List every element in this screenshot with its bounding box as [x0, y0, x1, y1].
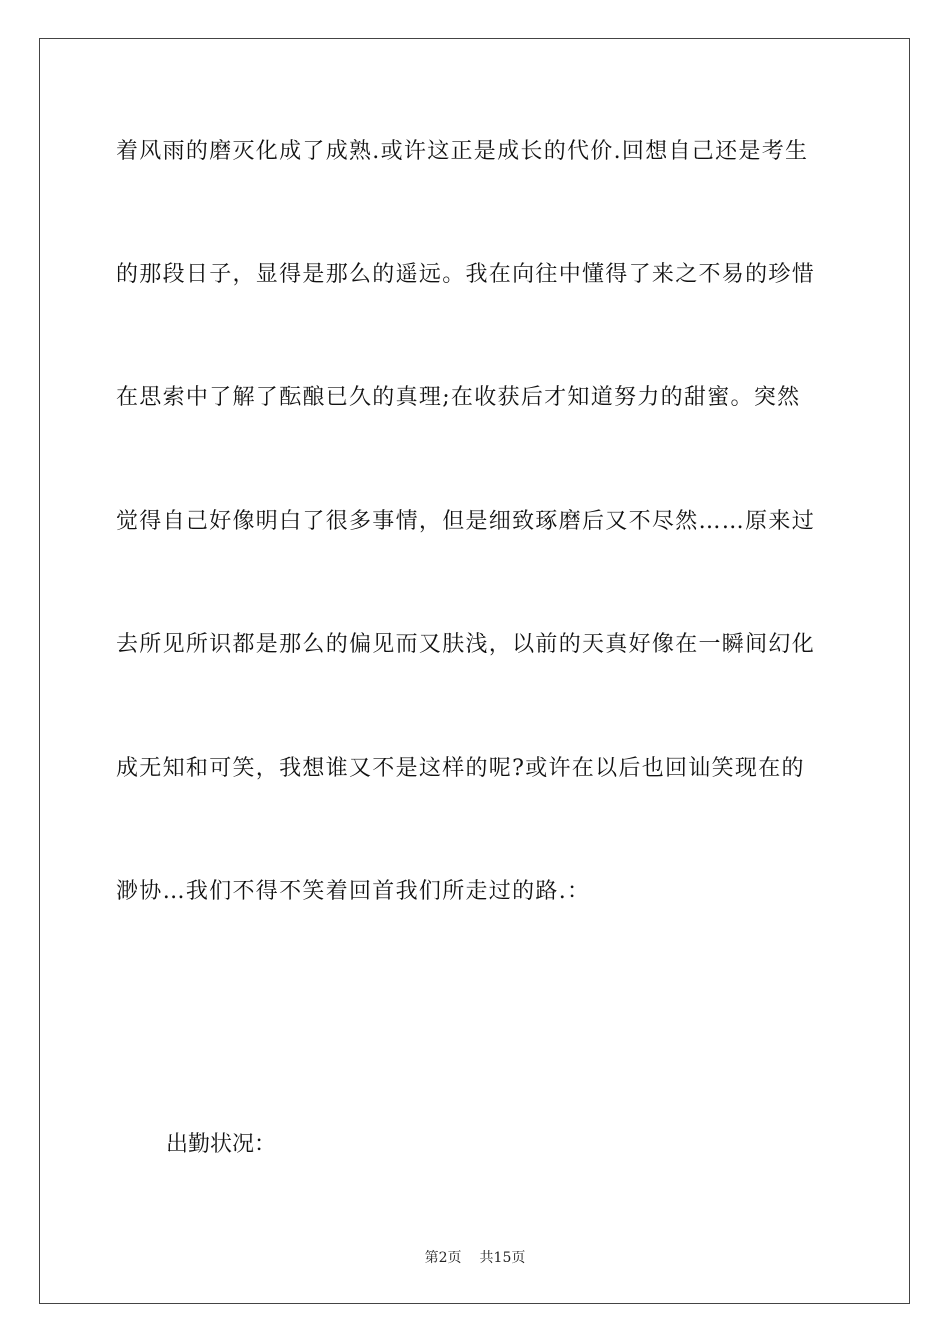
- page-number: 第2页: [424, 1250, 462, 1266]
- page-footer: [0, 1249, 950, 1267]
- paragraph-line: 着风雨的磨灭化成了成熟.或许这正是成长的代价.回想自己还是考生: [116, 139, 809, 164]
- paragraph-line: 的那段日子，显得是那么的遥远。我在向往中懂得了来之不易的珍惜: [116, 262, 816, 287]
- section-heading-attendance: 出勤状况：: [166, 1132, 277, 1157]
- paragraph-line: 去所见所识都是那么的偏见而又肤浅，以前的天真好像在一瞬间幻化: [116, 632, 816, 657]
- paragraph-line: 在思索中了解了酝酿已久的真理;在收获后才知道努力的甜蜜。突然: [116, 385, 801, 410]
- page-border: [39, 38, 910, 1304]
- paragraph-line: 觉得自己好像明白了很多事情，但是细致琢磨后又不尽然……原来过: [116, 509, 816, 534]
- total-pages: 共15页: [479, 1250, 526, 1266]
- paragraph-line: 渺协…我们不得不笑着回首我们所走过的路.：: [116, 879, 591, 904]
- paragraph-line: 成无知和可笑，我想谁又不是这样的呢?或许在以后也回讪笑现在的: [116, 756, 805, 781]
